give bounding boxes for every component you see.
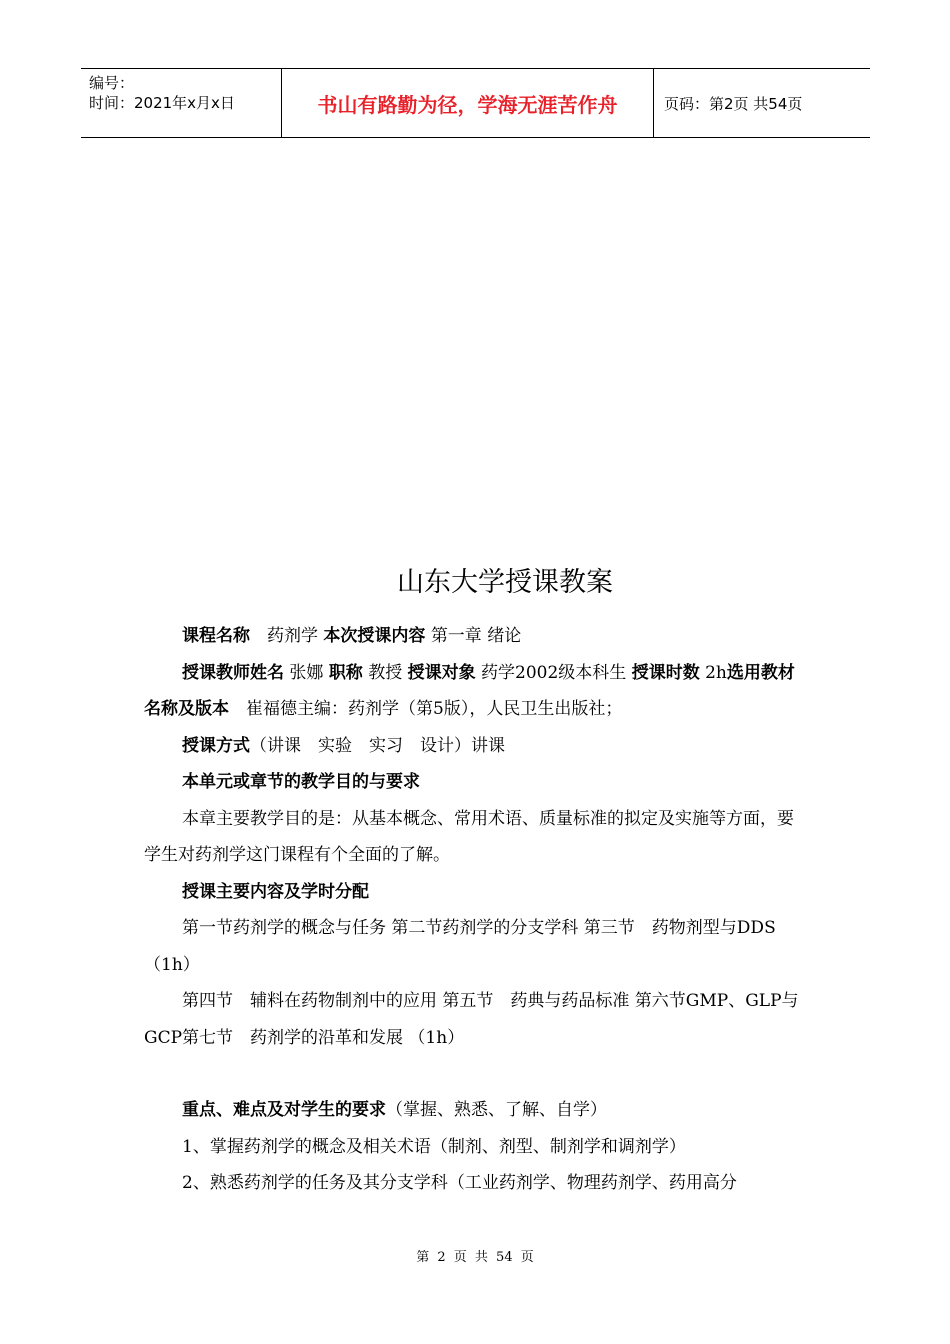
header-meta xyxy=(81,69,281,137)
lesson-content: 第一章 绪论 xyxy=(430,626,522,646)
audience: 药学2002级本科生 xyxy=(481,662,627,683)
textbook-label: 选用教材名称及版本 xyxy=(144,662,795,719)
course-line xyxy=(144,618,810,655)
lesson-content-label: 本次授课内容 xyxy=(323,626,426,646)
document-time: 时间：2021年x月x日 xyxy=(89,94,235,112)
header-motto: 书山有路勤为径，学海无涯苦作舟 xyxy=(281,69,654,137)
textbook: 崔福德主编：药剂学（第5版），人民卫生出版社； xyxy=(246,699,623,719)
course-name: 药剂学 xyxy=(267,626,318,646)
teacher-name-label: 授课教师姓名 xyxy=(182,662,284,683)
method-line xyxy=(144,728,810,765)
contents-item: 第一节药剂学的概念与任务 第二节药剂学的分支学科 第三节 药物剂型与DDS （1h） xyxy=(144,918,776,975)
requirement-item: 2、熟悉药剂学的任务及其分支学科（工业药剂学、物理药剂学、药用高分 xyxy=(182,1173,737,1193)
audience-label: 授课对象 xyxy=(407,662,476,683)
lesson-plan-body xyxy=(144,618,810,1202)
method-options: （讲课 实验 实习 设计） xyxy=(250,735,471,756)
contents-heading: 授课主要内容及学时分配 xyxy=(182,881,369,902)
requirements-note: （掌握、熟悉、了解、自学） xyxy=(386,1100,607,1120)
header-page-info: 页码：第2页 共54页 xyxy=(664,94,803,113)
hours: 2h xyxy=(705,662,727,683)
requirements-heading: 重点、难点及对学生的要求 xyxy=(182,1100,386,1120)
contents-item: 第四节 辅料在药物制剂中的应用 第五节 药典与药品标准 第六节GMP、GLP与GCP第七节 药剂学的沿革和发展 （1h） xyxy=(144,991,799,1048)
teacher-title: 教授 xyxy=(368,662,403,683)
method-value: 讲课 xyxy=(471,735,505,756)
teacher-name: 张娜 xyxy=(289,662,324,683)
course-name-label: 课程名称 xyxy=(182,626,250,646)
page-header xyxy=(81,68,870,138)
teacher-title-label: 职称 xyxy=(328,662,363,683)
page-footer: 第 2 页 共 54 页 xyxy=(416,1250,534,1265)
spacer xyxy=(144,1056,810,1092)
page-title: 山东大学授课教案 xyxy=(397,567,613,598)
method-label: 授课方式 xyxy=(182,735,250,756)
requirements-heading-line xyxy=(144,1092,810,1129)
document-number-label: 编号： xyxy=(89,74,135,92)
hours-label: 授课时数 xyxy=(631,662,700,683)
requirement-item: 1、掌握药剂学的概念及相关术语（制剂、剂型、制剂学和调剂学） xyxy=(182,1136,686,1157)
objectives-heading: 本单元或章节的教学目的与要求 xyxy=(182,772,420,792)
teacher-line xyxy=(144,655,810,728)
objectives-text: 本章主要教学目的是：从基本概念、常用术语、质量标准的拟定及实施等方面，要学生对药剂学这门课程有个全面的了解。 xyxy=(144,808,794,865)
